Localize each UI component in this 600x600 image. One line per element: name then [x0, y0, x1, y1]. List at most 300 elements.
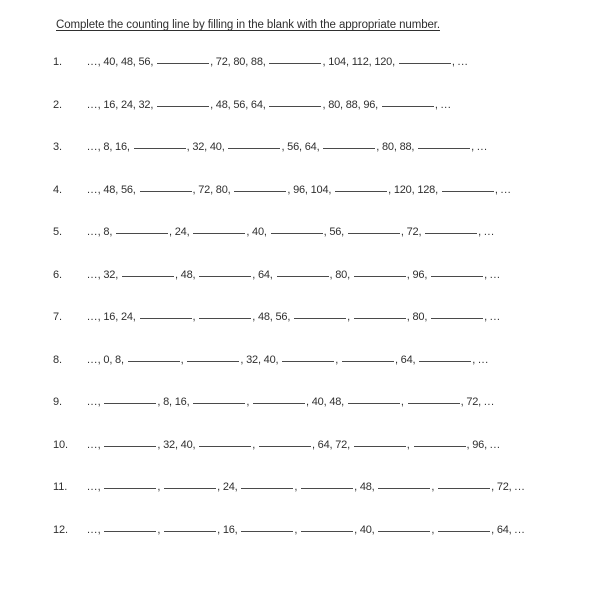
term-separator: ,	[120, 353, 127, 366]
answer-blank[interactable]	[399, 63, 451, 64]
answer-blank[interactable]	[378, 531, 430, 532]
sequence-term: 40	[103, 56, 116, 68]
term-separator: ,	[246, 396, 253, 408]
answer-blank[interactable]	[348, 403, 400, 404]
sequence-term: 8	[103, 141, 110, 153]
term-separator: ,	[406, 311, 413, 323]
term-separator: ,	[347, 268, 353, 281]
term-separator: ,	[299, 141, 305, 153]
term-separator: ,	[186, 226, 193, 238]
term-separator: ,	[329, 438, 336, 451]
answer-blank[interactable]	[259, 446, 311, 447]
sequence-term: 80	[382, 141, 394, 153]
term-separator: ,	[311, 438, 318, 451]
sequence-term: 48	[329, 396, 342, 408]
problem-sequence	[87, 310, 500, 324]
problem-row	[0, 183, 600, 226]
sequence-term: 56	[120, 183, 133, 196]
problem-sequence	[87, 183, 511, 197]
sequence-term: 16	[103, 98, 116, 111]
term-separator: ,	[192, 183, 199, 196]
problem-list	[0, 55, 600, 565]
term-separator: ,	[240, 353, 247, 366]
term-separator: ,	[484, 438, 490, 451]
sequence-term: 104	[310, 183, 329, 196]
answer-blank[interactable]	[241, 488, 293, 489]
ellipsis: ...	[457, 56, 469, 68]
term-separator: ,	[294, 523, 301, 536]
term-separator: ,	[192, 268, 199, 281]
answer-blank[interactable]	[157, 106, 209, 107]
answer-blank[interactable]	[116, 233, 168, 234]
sequence-term: 8	[163, 396, 170, 408]
term-separator: ,	[494, 183, 501, 196]
sequence-term: 88	[345, 98, 358, 111]
ellipsis: ...	[87, 98, 98, 111]
term-separator: ,	[472, 353, 478, 366]
term-separator: ,	[186, 396, 193, 408]
problem-number: 1.	[53, 56, 62, 68]
problem-row	[0, 523, 600, 566]
term-separator: ,	[424, 311, 431, 323]
ellipsis: ...	[489, 438, 501, 451]
term-separator: ,	[393, 141, 400, 153]
term-separator: ,	[97, 396, 104, 408]
answer-blank[interactable]	[253, 403, 305, 404]
sequence-term: 32	[246, 353, 258, 366]
sequence-term: 40	[311, 396, 324, 408]
term-separator: ,	[508, 523, 515, 536]
answer-blank[interactable]	[228, 148, 280, 149]
problem-row	[0, 225, 600, 268]
answer-blank[interactable]	[140, 191, 192, 192]
term-separator: ,	[126, 141, 133, 153]
answer-blank[interactable]	[354, 318, 406, 319]
answer-blank[interactable]	[342, 361, 394, 362]
answer-blank[interactable]	[418, 148, 470, 149]
answer-blank[interactable]	[282, 361, 334, 362]
term-separator: ,	[109, 226, 116, 238]
sequence-term: 72	[198, 183, 211, 196]
term-separator: ,	[294, 481, 301, 493]
sequence-term: 80	[328, 98, 341, 111]
sequence-term: 56	[329, 226, 342, 238]
sequence-term: 64	[496, 523, 509, 536]
term-separator: ,	[97, 56, 104, 68]
term-separator: ,	[186, 141, 193, 153]
term-separator: ,	[354, 523, 360, 536]
sequence-term: 56	[233, 98, 246, 111]
term-separator: ,	[174, 438, 181, 451]
problem-number: 11.	[53, 481, 68, 493]
problem-number: 10.	[53, 438, 68, 451]
sequence-term: 16	[103, 311, 116, 323]
term-separator: ,	[252, 268, 258, 281]
term-separator: ,	[97, 523, 104, 536]
problem-number: 3.	[53, 141, 62, 153]
problem-sequence	[87, 268, 500, 282]
term-separator: ,	[204, 141, 210, 153]
answer-blank[interactable]	[438, 488, 490, 489]
answer-blank[interactable]	[419, 361, 471, 362]
ellipsis: ...	[87, 183, 98, 196]
problem-sequence	[87, 523, 525, 537]
sequence-term: 8	[115, 353, 121, 366]
ellipsis: ...	[87, 353, 98, 366]
sequence-term: 96	[472, 438, 485, 451]
term-separator: ,	[150, 98, 157, 111]
problem-number: 6.	[53, 268, 62, 281]
term-separator: ,	[132, 98, 139, 111]
answer-blank[interactable]	[269, 63, 321, 64]
term-separator: ,	[227, 98, 234, 111]
sequence-term: 24	[120, 311, 133, 323]
term-separator: ,	[287, 183, 294, 196]
term-separator: ,	[411, 183, 418, 196]
term-separator: ,	[257, 353, 264, 366]
ellipsis: ...	[514, 481, 526, 493]
sequence-term: 80	[233, 56, 246, 68]
problem-row	[0, 55, 600, 98]
sequence-term: 40	[359, 523, 372, 536]
answer-blank[interactable]	[335, 191, 387, 192]
answer-blank[interactable]	[354, 446, 406, 447]
term-separator: ,	[227, 183, 234, 196]
term-separator: ,	[262, 98, 269, 111]
term-separator: ,	[316, 141, 323, 153]
problem-sequence	[87, 395, 495, 409]
sequence-term: 56	[275, 311, 288, 323]
problem-row	[0, 438, 600, 481]
term-separator: ,	[322, 56, 329, 68]
term-separator: ,	[371, 523, 378, 536]
answer-blank[interactable]	[157, 63, 209, 64]
answer-blank[interactable]	[199, 276, 251, 277]
term-separator: ,	[192, 438, 199, 451]
problem-row	[0, 310, 600, 353]
term-separator: ,	[478, 226, 484, 238]
term-separator: ,	[246, 226, 253, 238]
answer-blank[interactable]	[104, 403, 156, 404]
term-separator: ,	[97, 481, 104, 493]
term-separator: ,	[132, 311, 139, 323]
sequence-term: 24	[174, 226, 187, 238]
term-separator: ,	[157, 438, 164, 451]
term-separator: ,	[347, 311, 353, 323]
answer-blank[interactable]	[241, 531, 293, 532]
sequence-term: 88	[399, 141, 412, 153]
term-separator: ,	[269, 268, 276, 281]
answer-blank[interactable]	[382, 106, 434, 107]
term-separator: ,	[466, 438, 473, 451]
problem-row	[0, 353, 600, 396]
answer-blank[interactable]	[199, 318, 251, 319]
term-separator: ,	[115, 183, 121, 196]
answer-blank[interactable]	[193, 403, 245, 404]
term-separator: ,	[508, 481, 515, 493]
sequence-term: 88	[250, 56, 263, 68]
term-separator: ,	[245, 56, 251, 68]
answer-blank[interactable]	[425, 233, 477, 234]
term-separator: ,	[431, 481, 438, 493]
answer-blank[interactable]	[414, 446, 466, 447]
problem-number: 2.	[53, 98, 62, 111]
sequence-term: 16	[174, 396, 187, 408]
sequence-term: 48	[103, 183, 116, 196]
term-separator: ,	[323, 226, 330, 238]
term-separator: ,	[97, 183, 104, 196]
sequence-term: 72	[406, 226, 419, 238]
ellipsis: ...	[483, 396, 495, 408]
answer-blank[interactable]	[431, 276, 483, 277]
sequence-term: 72	[466, 396, 479, 408]
answer-blank[interactable]	[122, 276, 174, 277]
term-separator: ,	[115, 268, 121, 281]
sequence-term: 40	[209, 141, 222, 153]
term-separator: ,	[322, 98, 329, 111]
term-separator: ,	[400, 226, 407, 238]
sequence-term: 64	[250, 98, 263, 111]
term-separator: ,	[491, 523, 497, 536]
ellipsis: ...	[440, 98, 452, 111]
ellipsis: ...	[87, 268, 98, 281]
sequence-term: 96	[293, 183, 305, 196]
answer-blank[interactable]	[104, 488, 156, 489]
answer-blank[interactable]	[164, 531, 216, 532]
term-separator: ,	[262, 56, 269, 68]
term-separator: ,	[400, 396, 407, 408]
term-separator: ,	[275, 353, 282, 366]
term-separator: ,	[406, 268, 413, 281]
problem-number: 4.	[53, 183, 62, 196]
sequence-term: 8	[103, 226, 110, 238]
answer-blank[interactable]	[104, 531, 156, 532]
sequence-term: 48	[257, 311, 270, 323]
term-separator: ,	[97, 311, 104, 323]
sequence-term: 128	[417, 183, 436, 196]
sequence-term: 24	[222, 481, 235, 493]
sequence-term: 120	[374, 56, 393, 68]
sequence-term: 120	[393, 183, 412, 196]
problem-number: 7.	[53, 311, 62, 323]
sequence-term: 80	[215, 183, 228, 196]
term-separator: ,	[174, 268, 181, 281]
term-separator: ,	[245, 98, 251, 111]
answer-blank[interactable]	[128, 361, 180, 362]
answer-blank[interactable]	[323, 148, 375, 149]
problem-sequence	[87, 98, 451, 112]
answer-blank[interactable]	[348, 233, 400, 234]
problem-row	[0, 268, 600, 311]
ellipsis: ...	[87, 56, 98, 68]
term-separator: ,	[217, 523, 223, 536]
ellipsis: ...	[500, 183, 512, 196]
term-separator: ,	[341, 396, 347, 408]
term-separator: ,	[221, 141, 228, 153]
sequence-term: 48	[120, 56, 133, 68]
term-separator: ,	[412, 353, 419, 366]
term-separator: ,	[357, 98, 364, 111]
problem-row	[0, 480, 600, 523]
page-title: Complete the counting line by filling in the blank with the appropriate number.	[56, 19, 440, 31]
term-separator: ,	[97, 353, 104, 366]
term-separator: ,	[169, 396, 175, 408]
answer-blank[interactable]	[199, 446, 251, 447]
term-separator: ,	[392, 56, 398, 68]
sequence-term: 72	[215, 56, 228, 68]
term-separator: ,	[451, 56, 458, 68]
term-separator: ,	[227, 56, 234, 68]
sequence-term: 64	[304, 141, 317, 153]
term-separator: ,	[304, 183, 311, 196]
sequence-term: 80	[335, 268, 348, 281]
term-separator: ,	[287, 311, 294, 323]
answer-blank[interactable]	[277, 276, 329, 277]
term-separator: ,	[157, 481, 164, 493]
problem-number: 8.	[53, 353, 62, 366]
ellipsis: ...	[483, 226, 495, 238]
ellipsis: ...	[87, 523, 98, 536]
ellipsis: ...	[87, 311, 98, 323]
problem-row	[0, 140, 600, 183]
term-separator: ,	[460, 396, 467, 408]
term-separator: ,	[375, 98, 381, 111]
sequence-term: 0	[103, 353, 110, 366]
term-separator: ,	[329, 268, 336, 281]
answer-blank[interactable]	[301, 488, 353, 489]
problem-number: 9.	[53, 396, 62, 408]
answer-blank[interactable]	[269, 106, 321, 107]
answer-blank[interactable]	[271, 233, 323, 234]
term-separator: ,	[109, 141, 116, 153]
answer-blank[interactable]	[408, 403, 460, 404]
term-separator: ,	[252, 438, 258, 451]
term-separator: ,	[269, 311, 276, 323]
term-separator: ,	[471, 141, 477, 153]
answer-blank[interactable]	[442, 191, 494, 192]
sequence-term: 48	[215, 98, 228, 111]
sequence-term: 72	[335, 438, 348, 451]
term-separator: ,	[150, 56, 157, 68]
term-separator: ,	[340, 98, 346, 111]
term-separator: ,	[306, 396, 312, 408]
answer-blank[interactable]	[134, 148, 186, 149]
term-separator: ,	[323, 396, 330, 408]
answer-blank[interactable]	[378, 488, 430, 489]
sequence-term: 56	[138, 56, 151, 68]
answer-blank[interactable]	[431, 318, 483, 319]
term-separator: ,	[132, 183, 139, 196]
sequence-term: 64	[257, 268, 270, 281]
term-separator: ,	[210, 98, 216, 111]
sequence-term: 96	[363, 98, 376, 111]
term-separator: ,	[335, 353, 341, 366]
sequence-term: 32	[103, 268, 116, 281]
term-separator: ,	[394, 353, 401, 366]
answer-blank[interactable]	[234, 191, 286, 192]
term-separator: ,	[484, 268, 490, 281]
answer-blank[interactable]	[354, 276, 406, 277]
term-separator: ,	[345, 56, 352, 68]
problem-number: 12.	[53, 523, 68, 536]
term-separator: ,	[424, 268, 431, 281]
term-separator: ,	[97, 226, 104, 238]
answer-blank[interactable]	[193, 233, 245, 234]
term-separator: ,	[169, 226, 175, 238]
term-separator: ,	[180, 353, 187, 366]
sequence-term: 24	[120, 98, 133, 111]
term-separator: ,	[431, 523, 438, 536]
term-separator: ,	[484, 311, 490, 323]
term-separator: ,	[418, 226, 425, 238]
problem-sequence	[87, 353, 489, 367]
answer-blank[interactable]	[140, 318, 192, 319]
term-separator: ,	[157, 523, 164, 536]
sequence-term: 96	[412, 268, 425, 281]
problem-sequence	[87, 140, 488, 154]
answer-blank[interactable]	[438, 531, 490, 532]
term-separator: ,	[157, 396, 164, 408]
term-separator: ,	[97, 98, 104, 111]
problem-sequence	[87, 480, 525, 494]
term-separator: ,	[109, 353, 116, 366]
problem-sequence	[87, 55, 468, 69]
sequence-term: 32	[138, 98, 151, 111]
problem-sequence	[87, 438, 500, 452]
sequence-term: 80	[412, 311, 425, 323]
term-separator: ,	[97, 268, 104, 281]
sequence-term: 40	[263, 353, 276, 366]
term-separator: ,	[478, 396, 484, 408]
term-separator: ,	[210, 56, 216, 68]
term-separator: ,	[234, 481, 241, 493]
ellipsis: ...	[87, 226, 98, 238]
answer-blank[interactable]	[164, 488, 216, 489]
sequence-term: 40	[180, 438, 193, 451]
term-separator: ,	[388, 183, 394, 196]
term-separator: ,	[434, 98, 441, 111]
term-separator: ,	[354, 481, 360, 493]
term-separator: ,	[347, 438, 353, 451]
term-separator: ,	[210, 183, 216, 196]
problem-number: 5.	[53, 226, 62, 238]
term-separator: ,	[115, 98, 121, 111]
term-separator: ,	[97, 141, 104, 153]
term-separator: ,	[234, 523, 241, 536]
term-separator: ,	[406, 438, 413, 451]
problem-row	[0, 98, 600, 141]
term-separator: ,	[341, 226, 347, 238]
answer-blank[interactable]	[301, 531, 353, 532]
term-separator: ,	[252, 311, 258, 323]
term-separator: ,	[371, 481, 378, 493]
sequence-term: 32	[163, 438, 175, 451]
sequence-term: 32	[192, 141, 205, 153]
answer-blank[interactable]	[104, 446, 156, 447]
ellipsis: ...	[514, 523, 526, 536]
sequence-term: 104	[328, 56, 346, 68]
answer-blank[interactable]	[294, 318, 346, 319]
term-separator: ,	[491, 481, 497, 493]
term-separator: ,	[328, 183, 335, 196]
term-separator: ,	[115, 56, 121, 68]
sequence-term: 72	[496, 481, 509, 493]
sequence-term: 16	[222, 523, 235, 536]
term-separator: ,	[217, 481, 223, 493]
ellipsis: ...	[87, 438, 98, 451]
answer-blank[interactable]	[187, 361, 239, 362]
ellipsis: ...	[87, 396, 98, 408]
